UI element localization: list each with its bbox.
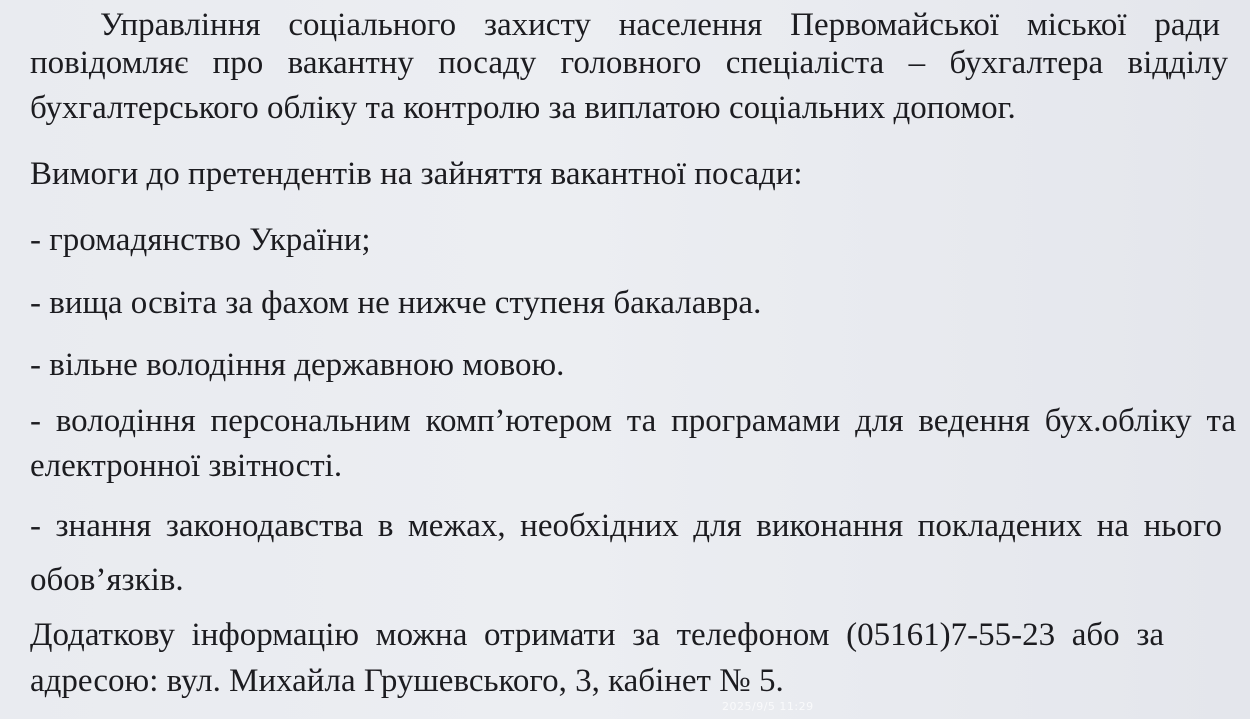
requirement-language: - вільне володіння державною мовою. — [30, 347, 565, 383]
intro-line-2: повідомляє про вакантну посаду головного спеціаліста – бухгалтера відділу — [30, 45, 1228, 81]
requirements-heading: Вимоги до претендентів на зайняття вакантної посади: — [30, 156, 803, 192]
requirement-computer: - володіння персональним комп’ютером та програмами для ведення бух.обліку та — [30, 403, 1236, 439]
requirement-law-cont: обов’язків. — [30, 562, 184, 598]
requirement-education: - вища освіта за фахом не нижче ступеня бакалавра. — [30, 285, 762, 321]
requirement-computer-cont: електронної звітності. — [30, 448, 343, 484]
intro-line-1: Управління соціального захисту населення Первомайської міської ради — [100, 7, 1220, 43]
contact-line-1: Додаткову інформацію можна отримати за телефоном (05161)7-55-23 або за — [30, 617, 1164, 653]
requirement-law: - знання законодавства в межах, необхідних для виконання покладених на нього — [30, 508, 1222, 544]
photo-timestamp: 2025/9/5 11:29 — [722, 700, 814, 713]
requirement-citizenship: - громадянство України; — [30, 222, 371, 258]
contact-line-2: адресою: вул. Михайла Грушевського, 3, кабінет № 5. — [30, 663, 784, 699]
intro-line-3: бухгалтерського обліку та контролю за виплатою соціальних допомог. — [30, 90, 1016, 126]
